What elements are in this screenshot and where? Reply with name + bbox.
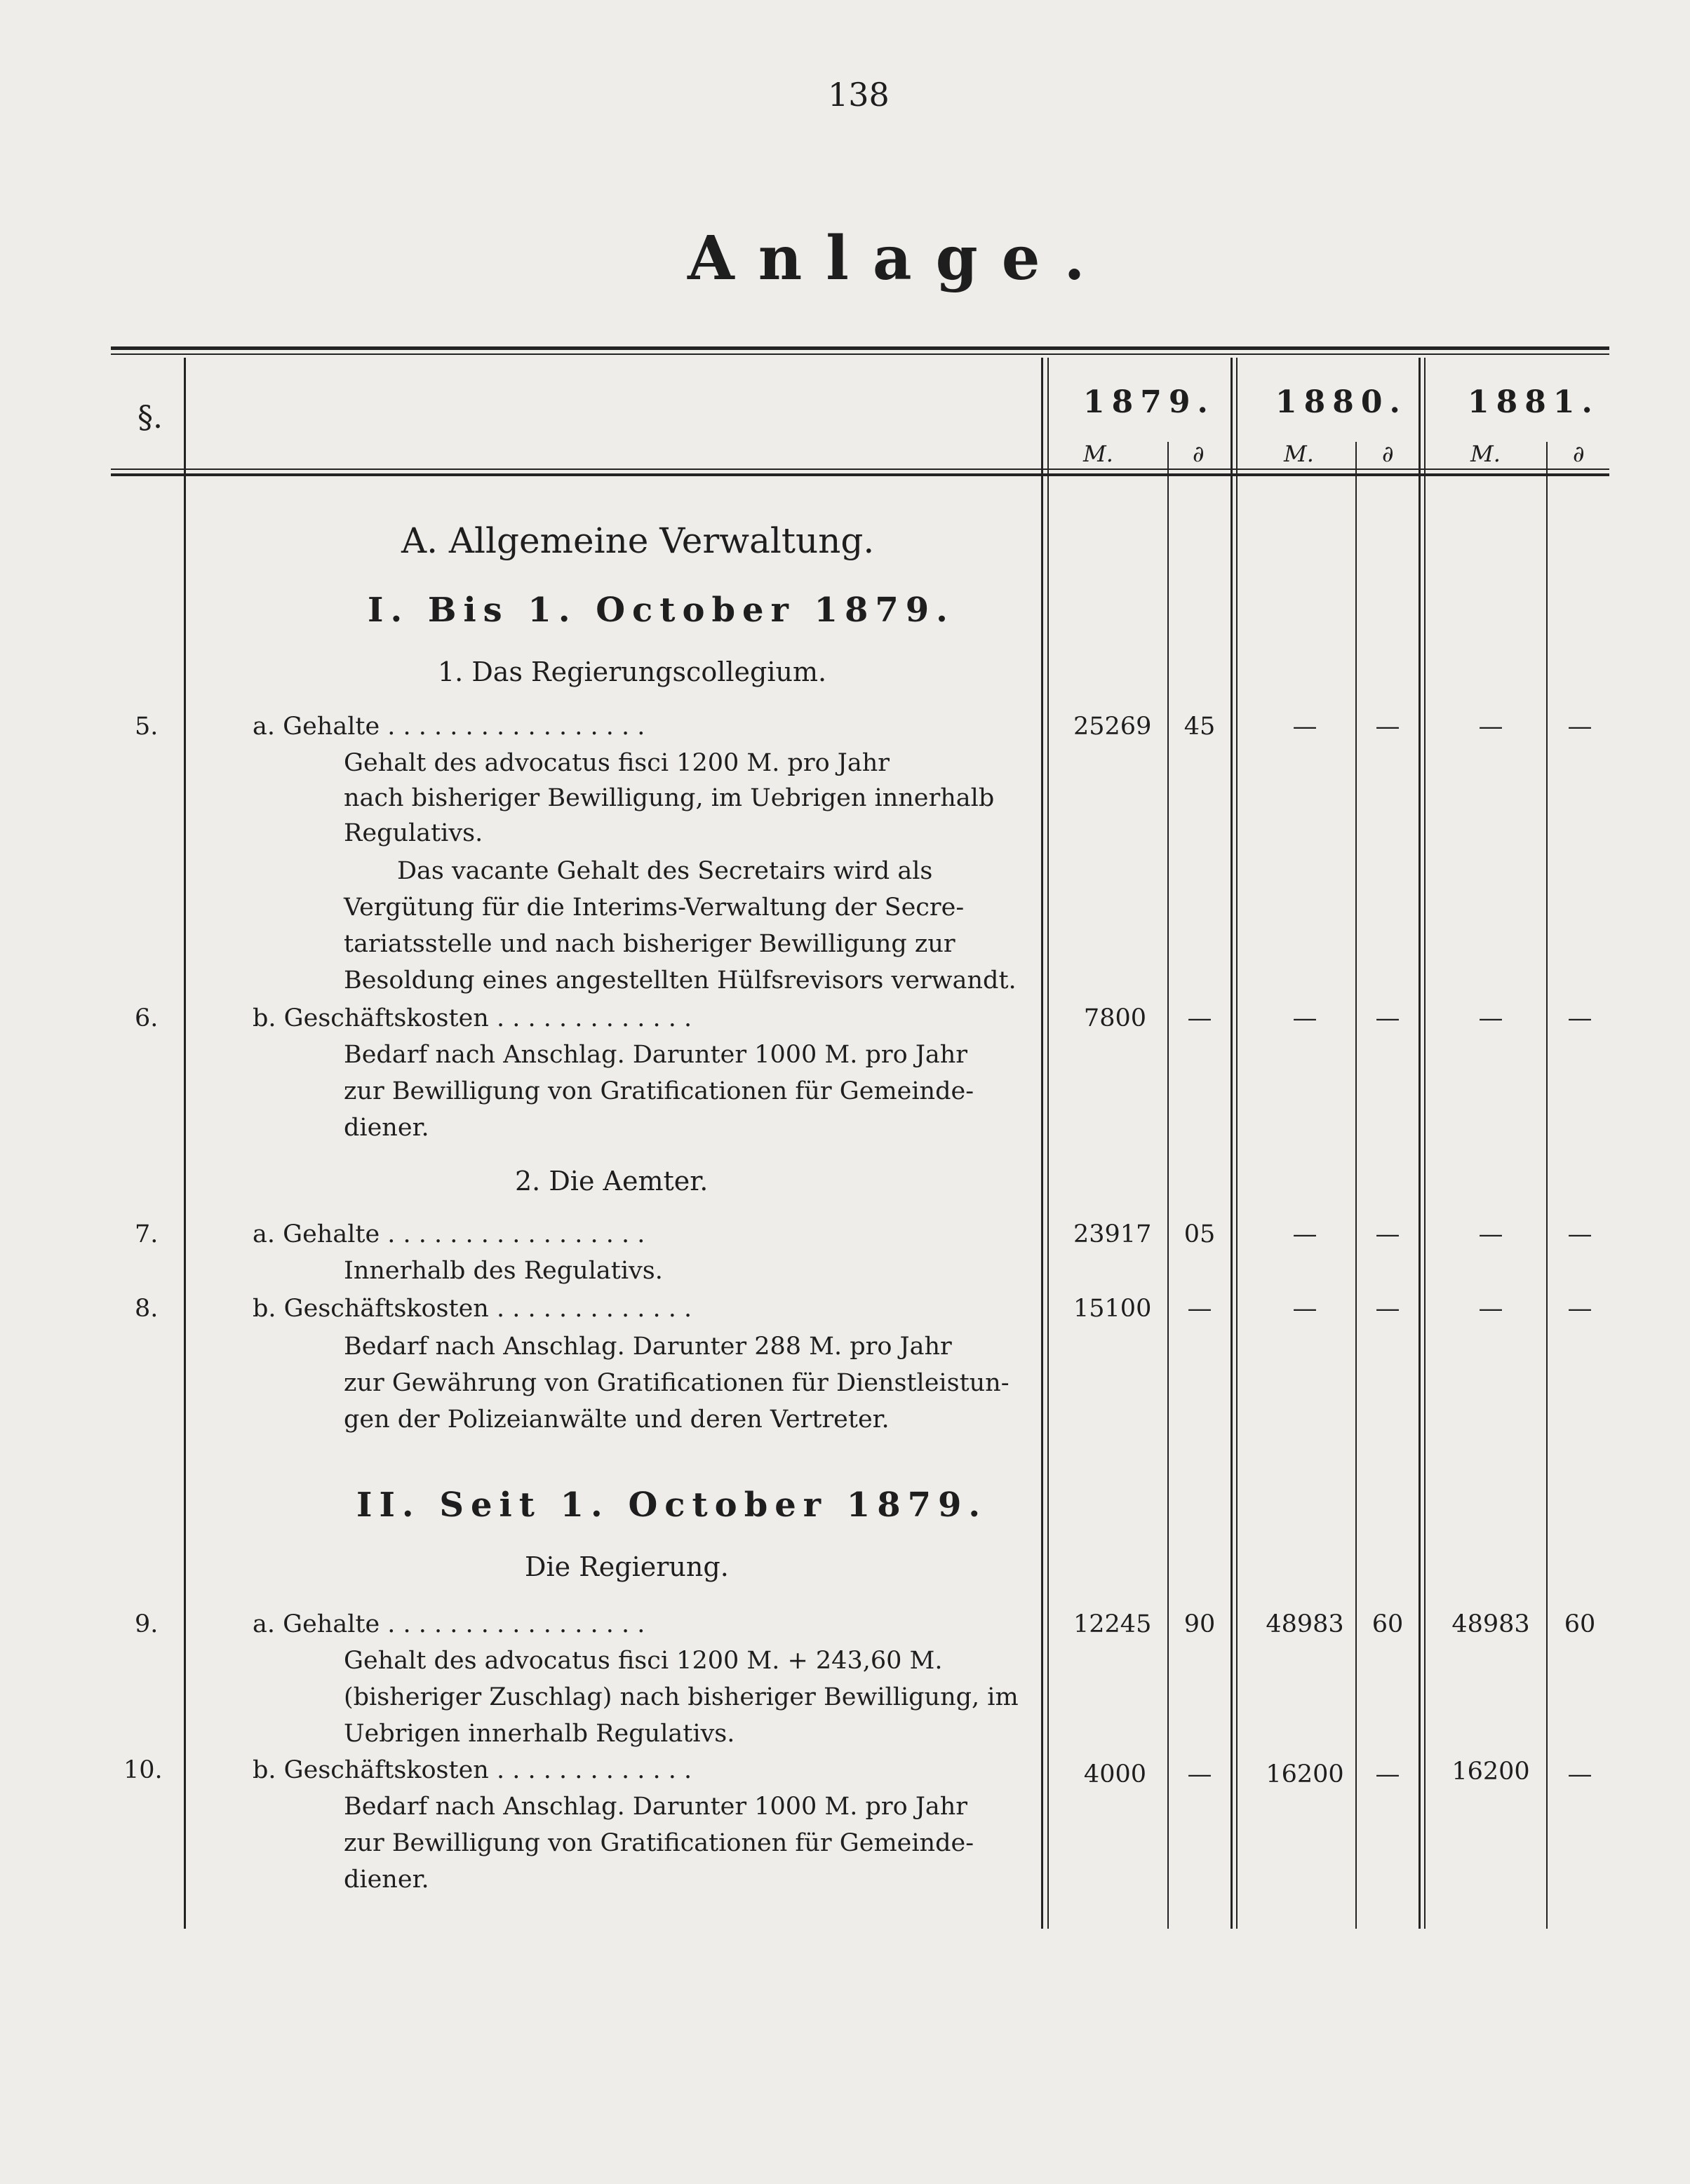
value-1879-mark: 23917 [1073, 1220, 1152, 1248]
column-divider-1880-double [1424, 358, 1426, 1929]
value-1880-pf: — [1375, 1760, 1400, 1788]
value-1880-pf: 60 [1372, 1610, 1404, 1638]
row-desc-line: Das vacante Gehalt des Secretairs wird als [397, 857, 933, 885]
row-label: b. Geschäftskosten . . . . . . . . . . . . . [253, 1295, 692, 1323]
heading-sub-2: 2. Die Aemter. [515, 1166, 709, 1197]
page-title: Anlage. [688, 223, 1109, 294]
value-1879-mark: 12245 [1073, 1610, 1152, 1638]
section-number: 8. [135, 1295, 159, 1323]
unit-mark-1879: M. [1083, 440, 1113, 467]
row-desc-line: tariatsstelle und nach bisheriger Bewilligung zur [344, 930, 955, 958]
unit-pf-1880: ∂ [1382, 440, 1394, 467]
value-1880-mark: — [1292, 1220, 1317, 1248]
row-desc-line: Innerhalb des Regulativs. [344, 1257, 663, 1285]
value-1880-pf: — [1375, 1004, 1400, 1032]
row-desc-line: Bedarf nach Anschlag. Darunter 288 M. pro Jahr [344, 1333, 952, 1361]
value-1880-pf: — [1375, 713, 1400, 741]
value-1881-pf: — [1567, 713, 1592, 741]
column-divider-1880 [1419, 358, 1421, 1929]
row-desc-line: Vergütung für die Interims-Verwaltung der Secre- [344, 894, 965, 922]
row-label: a. Gehalte . . . . . . . . . . . . . . . . . [253, 1610, 645, 1638]
heading-sub-3: Die Regierung. [525, 1551, 729, 1582]
column-divider-text [1041, 358, 1043, 1929]
value-1880-mark: — [1292, 1295, 1317, 1323]
unit-pf-1881: ∂ [1573, 440, 1585, 467]
table-top-rule [111, 346, 1609, 350]
column-divider-1879 [1230, 358, 1233, 1929]
value-1881-mark: — [1478, 1004, 1503, 1032]
value-1879-mark: 7800 [1083, 1004, 1146, 1032]
unit-pf-1879: ∂ [1193, 440, 1205, 467]
row-desc-line: Regulativs. [344, 819, 483, 847]
section-number: 6. [135, 1004, 159, 1032]
value-1880-mark: — [1292, 713, 1317, 741]
section-number: 5. [135, 713, 159, 741]
column-divider-text-double [1047, 358, 1049, 1929]
unit-mark-1881: M. [1470, 440, 1501, 467]
row-desc-line: Gehalt des advocatus fisci 1200 M. + 243,60 M. [344, 1647, 943, 1675]
row-desc-line: diener. [344, 1114, 429, 1142]
value-1880-pf: — [1375, 1295, 1400, 1323]
row-desc-line: nach bisheriger Bewilligung, im Uebrigen innerhalb [344, 784, 995, 812]
pf-divider-1881 [1546, 442, 1548, 1929]
section-symbol-header: §. [138, 400, 163, 436]
column-divider-section [184, 358, 186, 1929]
header-bottom-rule [111, 469, 1609, 470]
value-1880-mark: — [1292, 1004, 1317, 1032]
pf-divider-1880 [1355, 442, 1357, 1929]
heading-part-a: A. Allgemeine Verwaltung. [401, 520, 875, 561]
pf-divider-1879 [1167, 442, 1169, 1929]
value-1879-pf: 90 [1183, 1610, 1216, 1638]
row-desc-line: Besoldung eines angestellten Hülfsrevisors verwandt. [344, 966, 1017, 995]
row-desc-line: gen der Polizeianwälte und deren Vertreter. [344, 1406, 890, 1434]
value-1881-pf: 60 [1564, 1610, 1596, 1638]
row-desc-line: Gehalt des advocatus fisci 1200 M. pro Jahr [344, 749, 890, 777]
row-label: a. Gehalte . . . . . . . . . . . . . . . . . [253, 713, 645, 741]
value-1881-mark: — [1478, 1295, 1503, 1323]
value-1879-pf: — [1187, 1295, 1212, 1323]
row-desc-line: Uebrigen innerhalb Regulativs. [344, 1720, 735, 1748]
row-desc-line: zur Bewilligung von Gratificationen für Gemeinde- [344, 1829, 974, 1857]
year-header-1880: 1880. [1275, 384, 1407, 420]
year-header-1881: 1881. [1468, 384, 1600, 420]
table-top-rule-thin [111, 353, 1609, 355]
value-1881-mark: — [1478, 1220, 1503, 1248]
value-1881-pf: — [1567, 1760, 1592, 1788]
row-label: b. Geschäftskosten . . . . . . . . . . . . . [253, 1004, 692, 1032]
value-1879-pf: — [1187, 1004, 1212, 1032]
column-divider-1879-double [1236, 358, 1238, 1929]
value-1879-mark: 25269 [1073, 713, 1152, 741]
section-number: 7. [135, 1220, 159, 1248]
header-bottom-rule-thick [111, 473, 1609, 476]
value-1879-pf: 05 [1183, 1220, 1216, 1248]
heading-period-2: II. Seit 1. October 1879. [356, 1485, 988, 1525]
unit-mark-1880: M. [1284, 440, 1314, 467]
value-1881-mark: — [1478, 713, 1503, 741]
value-1880-pf: — [1375, 1220, 1400, 1248]
row-desc-line: Bedarf nach Anschlag. Darunter 1000 M. pro Jahr [344, 1041, 967, 1069]
page-number: 138 [828, 76, 890, 114]
value-1881-pf: — [1567, 1220, 1592, 1248]
year-header-1879: 1879. [1083, 384, 1215, 420]
value-1880-mark: 16200 [1266, 1760, 1344, 1788]
value-1881-mark: 48983 [1451, 1610, 1530, 1638]
value-1879-mark: 4000 [1083, 1760, 1146, 1788]
row-desc-line: Bedarf nach Anschlag. Darunter 1000 M. pro Jahr [344, 1793, 967, 1821]
value-1881-pf: — [1567, 1295, 1592, 1323]
value-1881-pf: — [1567, 1004, 1592, 1032]
section-number: 9. [135, 1610, 159, 1638]
value-1879-pf: 45 [1183, 713, 1216, 741]
value-1880-mark: 48983 [1266, 1610, 1344, 1638]
row-label: b. Geschäftskosten . . . . . . . . . . . . . [253, 1756, 692, 1784]
row-desc-line: zur Gewährung von Gratificationen für Dienstleistun- [344, 1369, 1010, 1397]
value-1879-mark: 15100 [1073, 1295, 1152, 1323]
heading-sub-1: 1. Das Regierungscollegium. [438, 656, 827, 687]
row-label: a. Gehalte . . . . . . . . . . . . . . . . . [253, 1220, 645, 1248]
row-desc-line: (bisheriger Zuschlag) nach bisheriger Bewilligung, im [344, 1683, 1019, 1711]
row-desc-line: diener. [344, 1866, 429, 1894]
heading-period-1: I. Bis 1. October 1879. [368, 591, 955, 630]
section-number: 10. [123, 1756, 163, 1784]
row-desc-line: zur Bewilligung von Gratificationen für Gemeinde- [344, 1077, 974, 1105]
value-1879-pf: — [1187, 1760, 1212, 1788]
value-1881-mark: 16200 [1451, 1758, 1530, 1786]
